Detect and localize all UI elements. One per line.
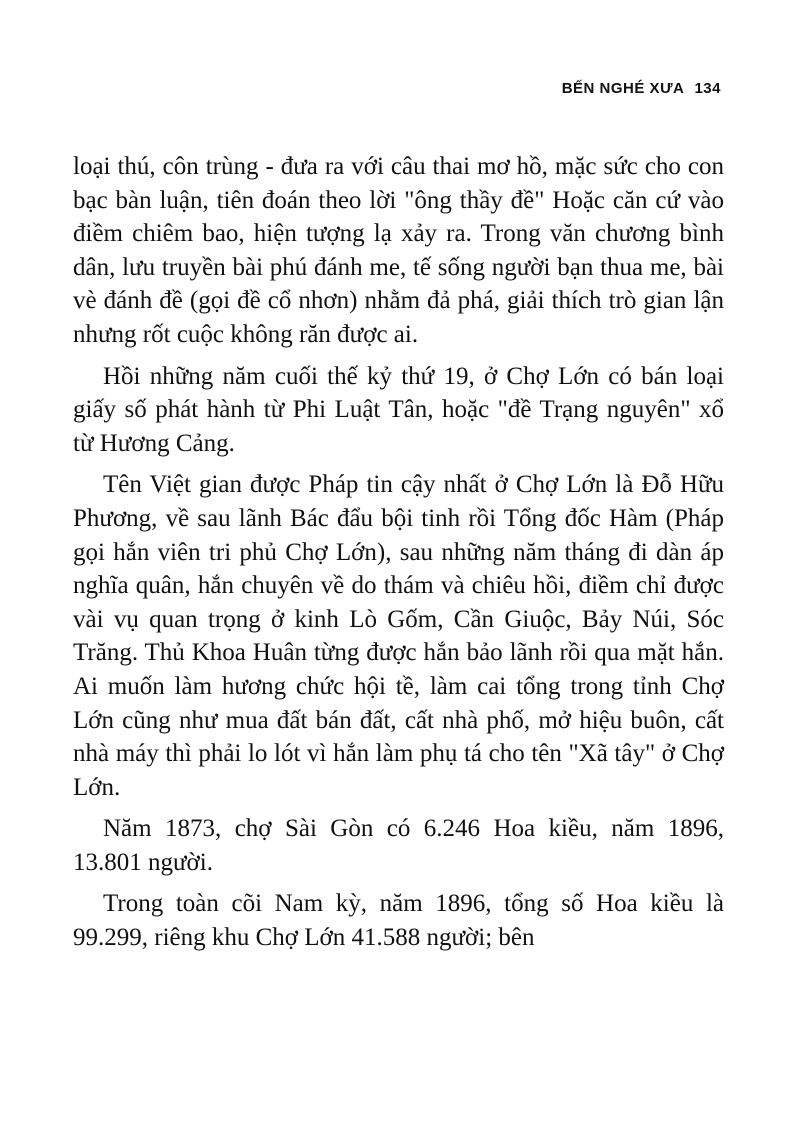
- paragraph: Năm 1873, chợ Sài Gòn có 6.246 Hoa kiều, năm 1896, 13.801 người.: [73, 815, 724, 876]
- running-header: [562, 80, 721, 97]
- paragraph: Tên Việt gian được Pháp tin cậy nhất ở Chợ Lớn là Đỗ Hữu Phương, về sau lãnh Bác đẩu bội tinh rồi Tổng đốc Hàm (Pháp gọi hắn viên tri phủ Chợ Lớn), sau những năm tháng đi dàn áp nghĩa quân, hắn chuyên về do thám và chiêu hồi, điềm chỉ được vài vụ quan trọng ở kinh Lò Gốm, Cần Giuộc, Bảy Núi, Sóc Trăng. Thủ Khoa Huân từng được hắn bảo lãnh rồi qua mặt hắn. Ai muốn làm hương chức hội tề, làm cai tổng trong tỉnh Chợ Lớn cũng như mua đất bán đất, cất nhà phố, mở hiệu buôn, cất nhà máy thì phải lo lót vì hắn làm phụ tá cho tên "Xã tây" ở Chợ Lớn.: [73, 471, 724, 801]
- paragraph-continuation: loại thú, côn trùng - đưa ra với câu thai mơ hồ, mặc sức cho con bạc bàn luận, tiên đoán theo lời "ông thầy đề" Hoặc căn cứ vào điềm chiêm bao, hiện tượng lạ xảy ra. Trong văn chương bình dân, lưu truyền bài phú đánh me, tế sống người bạn thua me, bài vè đánh đề (gọi đề cổ nhơn) nhằm đả phá, giải thích trò gian lận nhưng rốt cuộc không răn được ai.: [73, 153, 724, 348]
- header-title: BẾN NGHÉ XƯA: [561, 80, 684, 97]
- paragraph: Trong toàn cõi Nam kỳ, năm 1896, tổng số Hoa kiều là 99.299, riêng khu Chợ Lớn 41.588 người; bên: [73, 890, 724, 952]
- body-text: [73, 150, 724, 963]
- page-number: 134: [694, 80, 721, 97]
- paragraph: Hồi những năm cuối thế kỷ thứ 19, ở Chợ Lớn có bán loại giấy số phát hành từ Phi Luật Tân, hoặc "đề Trạng nguyên" xổ từ Hương Cảng.: [73, 362, 724, 457]
